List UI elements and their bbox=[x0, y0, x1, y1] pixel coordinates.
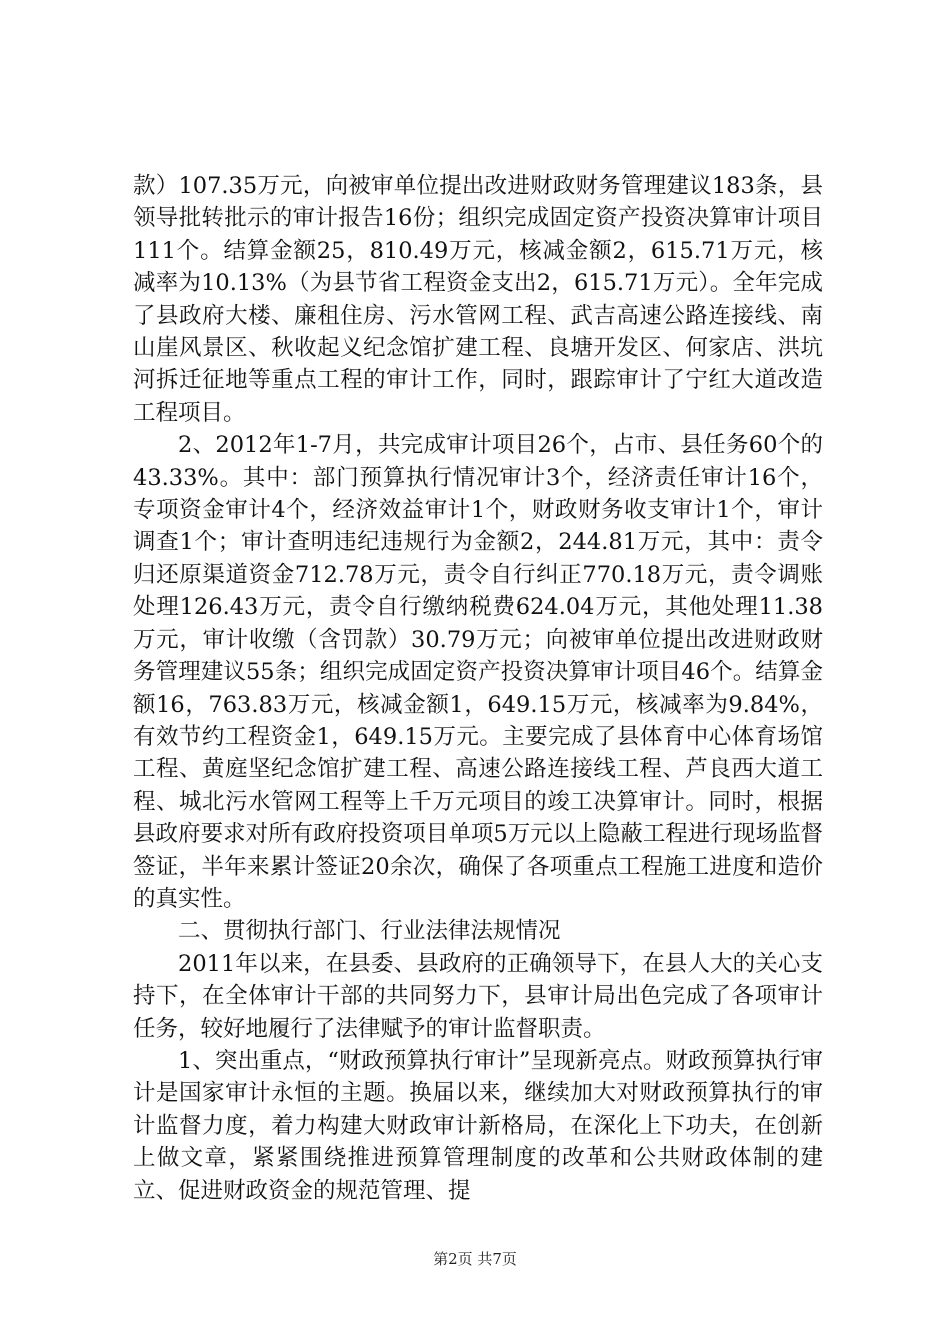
paragraph-item-1-budget-audit: 1、突出重点，“财政预算执行审计”呈现新亮点。财政预算执行审计是国家审计永恒的主题。换届以来，继续加大对财政预算执行的审计监督力度，着力构建大财政审计新格局，在深化上下功夫，在创新上做文章，紧紧围绕推进预算管理制度的改革和公共财政体制的建立、促进财政资金的规范管理、提 bbox=[133, 1047, 823, 1204]
paragraph-continuation: 款）107.35万元，向被审单位提出改进财政财务管理建议183条，县领导批转批示的审计报告16份；组织完成固定资产投资决算审计项目111个。结算金额25，810.49万元，核减金额2，615.71万元，核减率为10.13%（为县节省工程资金支出2，615.71万元）。全年完成了县政府大楼、廉租住房、污水管网工程、武吉高速公路连接线、南山崖风景区、秋收起义纪念馆扩建工程、良塘开发区、何家店、洪坑河拆迁征地等重点工程的审计工作，同时，跟踪审计了宁红大道改造工程项目。 bbox=[133, 173, 823, 426]
paragraph-intro-2011: 2011年以来，在县委、县政府的正确领导下，在县人大的关心支持下，在全体审计干部的共同努力下，县审计局出色完成了各项审计任务，较好地履行了法律赋予的审计监督职责。 bbox=[133, 950, 823, 1042]
page-footer bbox=[0, 1249, 950, 1269]
document-body bbox=[133, 170, 823, 1207]
page-number-label: 第2页 共7页 bbox=[433, 1250, 517, 1268]
paragraph-item-2-2012: 2、2012年1-7月，共完成审计项目26个，占市、县任务60个的43.33%。其中：部门预算执行情况审计3个，经济责任审计16个，专项资金审计4个，经济效益审计1个，财政财务收支审计1个，审计调查1个；审计查明违纪违规行为金额2，244.81万元，其中：责令归还原渠道资金712.78万元，责令自行纠正770.18万元，责令调账处理126.43万元，责令自行缴纳税费624.04万元，其他处理11.38万元，审计收缴（含罚款）30.79万元；向被审单位提出改进财政财务管理建议55条；组织完成固定资产投资决算审计项目46个。结算金额16，763.83万元，核减金额1，649.15万元，核减率为9.84%，有效节约工程资金1，649.15万元。主要完成了县体育中心体育场馆工程、黄庭坚纪念馆扩建工程、高速公路连接线工程、芦良西大道工程、城北污水管网工程等上千万元项目的竣工决算审计。同时，根据县政府要求对所有政府投资项目单项5万元以上隐蔽工程进行现场监督签证，半年来累计签证20余次，确保了各项重点工程施工进度和造价的真实性。 bbox=[133, 432, 823, 912]
section-heading-2: 二、贯彻执行部门、行业法律法规情况 bbox=[178, 918, 561, 945]
